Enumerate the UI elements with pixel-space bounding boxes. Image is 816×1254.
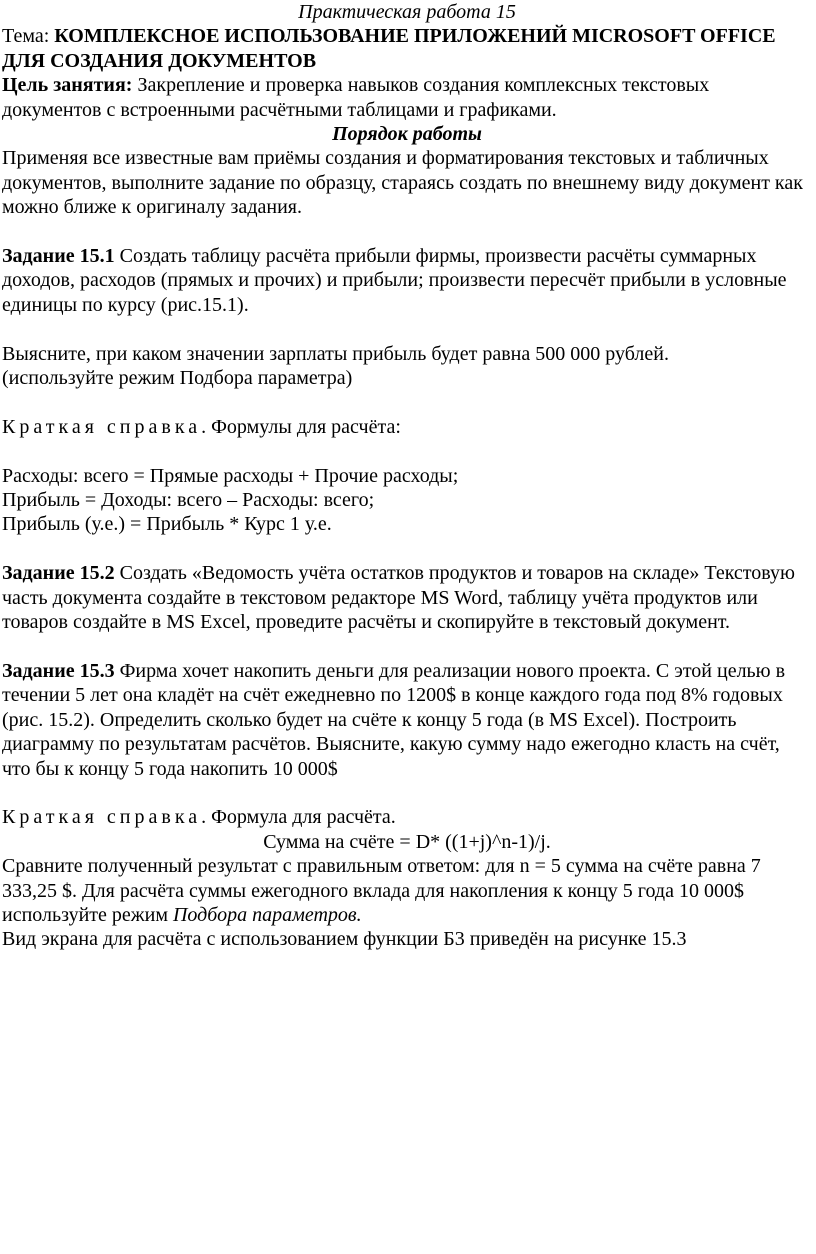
- blank-line: [2, 390, 812, 414]
- blank-line: [2, 439, 812, 463]
- goal-paragraph: [2, 73, 812, 122]
- goal-label: Цель занятия:: [2, 74, 133, 97]
- task2-label: Задание 15.2: [2, 562, 115, 585]
- blank-line: [2, 220, 812, 244]
- compare-paragraph: [2, 854, 812, 927]
- task3-reference: [2, 805, 812, 829]
- task1-question-line2: (используйте режим Подбора параметра): [2, 367, 353, 390]
- task2-text: Создать «Ведомость учёта остатков продуктов и товаров на складе» Текстовую часть документа создайте в текстовом редакторе MS Word, таблицу учёта продуктов или товаров создайте в MS Excel, проведите расчёты и скопируйте в текстовый документ.: [2, 562, 795, 634]
- compare-italic: Подбора параметров.: [172, 903, 362, 926]
- formula-profit: Прибыль = Доходы: всего – Расходы: всего;: [2, 489, 375, 512]
- screen-paragraph: Вид экрана для расчёта с использованием функции Б3 приведён на рисунке 15.3: [2, 928, 687, 951]
- compare-text: Сравните полученный результат с правильным ответом: для n = 5 сумма на счёте равна 7 333,25 $. Для расчёта суммы ежегодного вклада для накопления к концу 5 года 10 000$ используйте режим: [2, 855, 761, 926]
- formula-account-sum: Сумма на счёте = D* ((1+j)^n-1)/j.: [263, 830, 551, 853]
- order-heading: Порядок работы: [332, 123, 482, 146]
- blank-line: [2, 317, 812, 341]
- reference-text: . Формула для расчёта.: [201, 806, 396, 829]
- goal-text: Закрепление и проверка навыков создания комплексных текстовых документов с встроенными расчётными таблицами и графиками.: [2, 74, 710, 121]
- reference-label: Краткая справка: [2, 806, 202, 829]
- topic-value: КОМПЛЕКСНОЕ ИСПОЛЬЗОВАНИЕ ПРИЛОЖЕНИЙ MICROSOFT OFFICE ДЛЯ СОЗДАНИЯ ДОКУМЕНТОВ: [2, 25, 776, 72]
- reference-text: . Формулы для расчёта:: [201, 415, 401, 438]
- reference-label: Краткая справка: [2, 415, 202, 438]
- task3-paragraph: [2, 659, 812, 781]
- task1-reference: [2, 415, 812, 439]
- task1-question-line1: Выясните, при каком значении зарплаты прибыль будет равна 500 000 рублей.: [2, 342, 669, 365]
- document-title: Практическая работа 15: [298, 1, 516, 23]
- formula-expenses: Расходы: всего = Прямые расходы + Прочие расходы;: [2, 464, 459, 487]
- blank-line: [2, 537, 812, 561]
- task1-paragraph: [2, 244, 812, 317]
- task1-label: Задание 15.1: [2, 245, 115, 268]
- topic-paragraph: [2, 24, 812, 73]
- task3-text: Фирма хочет накопить деньги для реализации нового проекта. С этой целью в течении 5 лет она кладёт на счёт ежедневно по 1200$ в конце каждого года под 8% годовых (рис. 15.2). Определить сколько будет на счёте к концу 5 года (в MS Excel). Построить диаграмму по результатам расчётов. Выясните, какую сумму надо ежегодно класть на счёт, что бы к концу 5 года накопить 10 000$: [2, 659, 786, 780]
- task1-text: Создать таблицу расчёта прибыли фирмы, произвести расчёты суммарных доходов, расходов (прямых и прочих) и прибыли; произвести пересчёт прибыли в условные единицы по курсу (рис.15.1).: [2, 245, 787, 316]
- task2-paragraph: [2, 561, 812, 634]
- blank-line: [2, 634, 812, 658]
- order-paragraph: Применяя все известные вам приёмы создания и форматирования текстовых и табличных документов, выполните задание по образцу, стараясь создать по внешнему виду документ как можно ближе к оригиналу задания.: [2, 147, 803, 219]
- formula-profit-ue: Прибыль (у.е.) = Прибыль * Курс 1 у.е.: [2, 513, 332, 536]
- task3-label: Задание 15.3: [2, 659, 115, 682]
- topic-label: Тема:: [2, 25, 55, 48]
- blank-line: [2, 781, 812, 805]
